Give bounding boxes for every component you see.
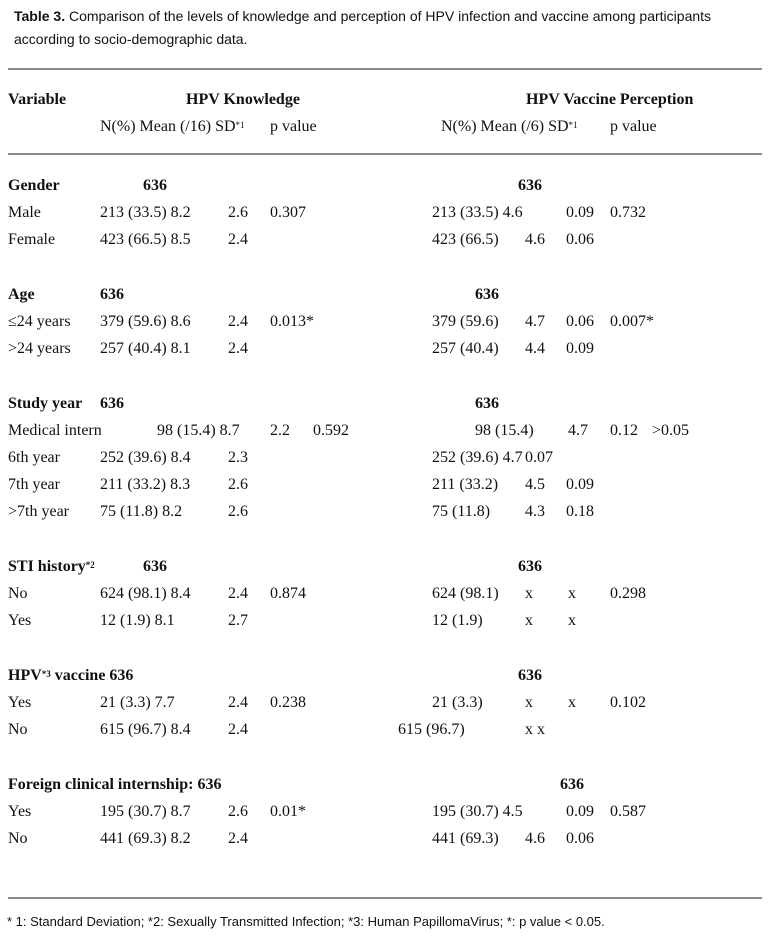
- cell-p: 0.732: [610, 204, 646, 221]
- cell-sd: 0.09: [566, 204, 594, 221]
- group-label: Foreign clinical internship: 636: [8, 776, 222, 793]
- cell-sd: 0.06: [566, 830, 594, 847]
- cell-sd: 2.4: [228, 721, 248, 738]
- cell-mean: 4.6: [525, 231, 545, 248]
- cell-n: 615 (96.7): [398, 721, 465, 738]
- cell-sd: x: [568, 694, 576, 711]
- cell-n: 624 (98.1): [432, 585, 499, 602]
- cell-n: 211 (33.2): [432, 476, 499, 493]
- group-n-perception: 636: [560, 776, 584, 793]
- header-perception-sub: N(%) Mean (/6) SD$^{*1}$: [441, 118, 578, 135]
- cell-n-mean: 213 (33.5) 4.6: [432, 204, 523, 221]
- cell-mean: x: [525, 694, 533, 711]
- row-label: No: [8, 830, 28, 847]
- cell-mean: 4.7: [568, 422, 588, 439]
- cell-n-mean: 252 (39.6) 8.4: [100, 449, 191, 466]
- header-perception: HPV Vaccine Perception: [526, 91, 694, 108]
- cell-n-mean: 615 (96.7) 8.4: [100, 721, 191, 738]
- cell-sd: 2.6: [228, 204, 248, 221]
- cell-sd: 2.6: [228, 476, 248, 493]
- group-n-knowledge: 636: [143, 177, 167, 194]
- cell-n: 12 (1.9): [432, 612, 483, 629]
- cell-p: 0.007*: [610, 313, 654, 330]
- cell-n-mean: 195 (30.7) 8.7: [100, 803, 191, 820]
- cell-mean: 4.4: [525, 340, 545, 357]
- cell-sd: 0.07: [525, 449, 553, 466]
- cell-sd: 2.4: [228, 340, 248, 357]
- row-label: >7th year: [8, 503, 69, 520]
- row-label: Male: [8, 204, 41, 221]
- group-n-knowledge: 636: [100, 395, 124, 412]
- cell-sd: 2.4: [228, 231, 248, 248]
- cell-sd: 2.4: [228, 694, 248, 711]
- row-label: Yes: [8, 694, 32, 711]
- top-rule: [8, 68, 762, 70]
- cell-n: 75 (11.8): [432, 503, 491, 520]
- group-n-knowledge: 636: [100, 286, 124, 303]
- header-perception-pvalue: p value: [610, 118, 657, 135]
- table-caption: [14, 5, 749, 51]
- cell-sd: 2.7: [228, 612, 248, 629]
- cell-sd: 0.09: [566, 340, 594, 357]
- cell-sd: 0.09: [566, 476, 594, 493]
- cell-p: >0.05: [652, 422, 690, 439]
- table-caption-text: Comparison of the levels of knowledge and perception of HPV infection and vaccine among participants according to socio-demographic data.: [14, 8, 712, 47]
- row-label: >24 years: [8, 340, 71, 357]
- group-label: Study year: [8, 395, 83, 412]
- row-label: No: [8, 585, 28, 602]
- cell-sd: 2.4: [228, 830, 248, 847]
- cell-n: 257 (40.4): [432, 340, 499, 357]
- cell-sd: 2.4: [228, 313, 248, 330]
- cell-n-mean: 441 (69.3) 8.2: [100, 830, 191, 847]
- cell-n: 379 (59.6): [432, 313, 499, 330]
- cell-sd: 2.4: [228, 585, 248, 602]
- group-n-perception: 636: [518, 177, 542, 194]
- cell-n: 21 (3.3): [432, 694, 483, 711]
- cell-n-mean: 211 (33.2) 8.3: [100, 476, 191, 493]
- cell-mean-sd: x x: [525, 721, 545, 738]
- cell-n-mean: 195 (30.7) 4.5: [432, 803, 523, 820]
- row-label: 6th year: [8, 449, 60, 466]
- cell-n-mean: 12 (1.9) 8.1: [100, 612, 175, 629]
- table-footnote: * 1: Standard Deviation; *2: Sexually Transmitted Infection; *3: Human PapillomaVirus; *: p value < 0.05.: [7, 914, 605, 929]
- cell-p: 0.102: [610, 694, 646, 711]
- cell-mean: 4.5: [525, 476, 545, 493]
- cell-n-mean: 257 (40.4) 8.1: [100, 340, 191, 357]
- table-label: Table 3.: [14, 8, 66, 24]
- cell-n-mean: 75 (11.8) 8.2: [100, 503, 183, 520]
- cell-n-mean: 21 (3.3) 7.7: [100, 694, 175, 711]
- cell-n: 423 (66.5): [432, 231, 499, 248]
- cell-n-mean: 213 (33.5) 8.2: [100, 204, 191, 221]
- group-n-perception: 636: [475, 395, 499, 412]
- cell-n-mean: 624 (98.1) 8.4: [100, 585, 191, 602]
- group-label: HPV$^{*3}$ vaccine 636: [8, 667, 134, 684]
- row-label: No: [8, 721, 28, 738]
- cell-n-mean: 98 (15.4) 8.7: [157, 422, 240, 439]
- cell-mean: 4.3: [525, 503, 545, 520]
- cell-sd: 2.6: [228, 803, 248, 820]
- cell-p: 0.238: [270, 694, 306, 711]
- cell-sd: x: [568, 612, 576, 629]
- header-knowledge-sub: N(%) Mean (/16) SD$^{*1}$: [100, 118, 245, 135]
- header-rule: [8, 153, 762, 155]
- cell-sd: 2.6: [228, 503, 248, 520]
- cell-mean: x: [525, 585, 533, 602]
- group-label: STI history$^{*2}$: [8, 558, 95, 575]
- group-n-perception: 636: [475, 286, 499, 303]
- header-variable: Variable: [8, 91, 67, 108]
- cell-p: 0.307: [270, 204, 306, 221]
- cell-sd: 0.06: [566, 313, 594, 330]
- cell-mean: x: [525, 612, 533, 629]
- row-label: 7th year: [8, 476, 60, 493]
- row-label: Yes: [8, 612, 32, 629]
- cell-p: 0.298: [610, 585, 646, 602]
- cell-p: 0.01*: [270, 803, 306, 820]
- cell-p: 0.013*: [270, 313, 314, 330]
- cell-n: 98 (15.4): [475, 422, 534, 439]
- cell-p: 0.592: [313, 422, 349, 439]
- row-label: Medical intern: [8, 422, 102, 439]
- cell-sd: x: [568, 585, 576, 602]
- cell-n: 441 (69.3): [432, 830, 499, 847]
- group-n-perception: 636: [518, 558, 542, 575]
- cell-n-mean: 379 (59.6) 8.6: [100, 313, 191, 330]
- cell-n-mean: 252 (39.6) 4.7: [432, 449, 523, 466]
- bottom-rule: [8, 897, 762, 899]
- cell-sd: 0.18: [566, 503, 594, 520]
- group-n-perception: 636: [518, 667, 542, 684]
- row-label: Female: [8, 231, 56, 248]
- cell-sd: 2.2: [270, 422, 290, 439]
- cell-sd: 0.12: [610, 422, 638, 439]
- cell-sd: 0.06: [566, 231, 594, 248]
- header-knowledge: HPV Knowledge: [186, 91, 300, 108]
- group-n-knowledge: 636: [143, 558, 167, 575]
- cell-sd: 2.3: [228, 449, 248, 466]
- cell-p: 0.587: [610, 803, 646, 820]
- cell-sd: 0.09: [566, 803, 594, 820]
- cell-mean: 4.6: [525, 830, 545, 847]
- header-knowledge-pvalue: p value: [270, 118, 317, 135]
- cell-n-mean: 423 (66.5) 8.5: [100, 231, 191, 248]
- cell-mean: 4.7: [525, 313, 545, 330]
- row-label: Yes: [8, 803, 32, 820]
- group-label: Gender: [8, 177, 60, 194]
- group-label: Age: [8, 286, 35, 303]
- cell-p: 0.874: [270, 585, 306, 602]
- row-label: ≤24 years: [8, 313, 71, 330]
